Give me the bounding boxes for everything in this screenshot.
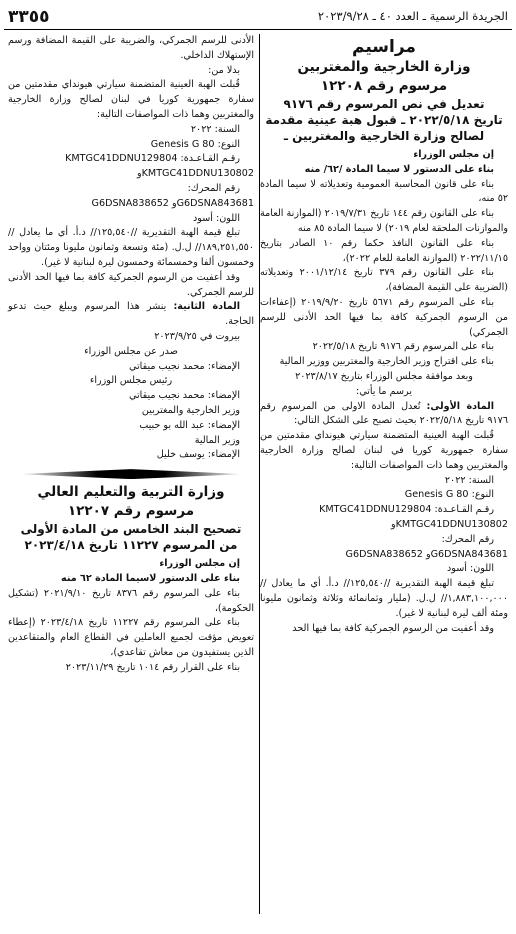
preamble-paragraph: بناء على المرسوم رقم ١١٢٢٧ تاريخ ٢٠٢٣/٤/١٨ (إعطاء تعويض مؤقت لجميع العاملين في القطاع العام والمتقاعدين الذين يستفيدون من معاش تقاعدي)،	[8, 617, 254, 658]
value-paragraph: تبلغ قيمة الهبة التقديرية //١٢٥,٥٤٠// د.أ. أي ما يعادل //١,٨٨٣,١٠٠,٠٠٠// ل.ل. (مليار وثمانمائة وثلاثة وثمانون مليونا ومئة ألف ليرة لبنانية لا غير).	[260, 578, 508, 619]
article-one	[260, 400, 508, 430]
spec-color: اللون: أسود	[193, 212, 240, 224]
spec-engine-value: G6DSNA843681و G6DSNA838652	[91, 197, 254, 209]
article-text: تُعدل المادة الاولى من المرسوم رقم ٩١٧٦ تاريخ ٢٠٢٢/٥/١٨ بحيث تصبح على الشكل التالي:	[260, 400, 508, 427]
continued-paragraph: الأدنى للرسم الجمركي، والضريبة على القيمة المضافة ورسم الإستهلاك الداخلي.	[8, 35, 254, 61]
approval-line: وبعد موافقة مجلس الوزراء بتاريخ ٢٠٢٣/٨/١٧	[295, 370, 473, 382]
spec-engine-label: رقم المحرك:	[441, 533, 494, 545]
ministry-title: وزارة التربية والتعليم العالي	[37, 484, 225, 501]
decree-number: مرسوم رقم ١٢٢٠٨	[320, 78, 448, 94]
spec-value: Genesis G 80	[150, 138, 215, 150]
decree-title-line: تعديل في نص المرسوم رقم ٩١٧٦	[283, 97, 485, 111]
spec-engine-label: رقم المحرك:	[187, 182, 240, 194]
article-label: المادة الأولى:	[426, 400, 494, 412]
spec-value: KMTGC41DDNU129804	[65, 153, 178, 165]
spec-base	[260, 503, 508, 518]
donation-paragraph: قُبلت الهبة العينية المتضمنة سيارتي هيونداي مقدمتين من سفارة جمهورية كوريا في لبنان لصالح وزارة الخارجية والمغتربين وهما ذات المواصفات التالية:	[8, 79, 254, 120]
signature-line: الإمضاء: محمد نجيب ميقاتي	[129, 360, 240, 372]
spec-year: السنة: ٢٠٢٢	[444, 474, 494, 486]
decree-title-line: تصحيح البند الخامس من المادة الأولى	[20, 522, 242, 537]
left-column	[8, 34, 254, 675]
spec-label: رقـم القـاعـدة:	[434, 504, 494, 516]
value-paragraph: تبلغ قيمة الهبة التقديرية //١٢٥,٥٤٠// د.أ. أي ما يعادل //١٨٩,٢٥١,٥٥٠// ل.ل. (مئة وتسعة وثمانون مليونا ومئتان وواحد وخمسون ألفا وخمسمائة وخمسون ليرة لبنانية لا غير).	[8, 227, 254, 268]
spec-label: رقـم القـاعـدة:	[180, 153, 240, 165]
page-header	[6, 6, 510, 30]
section-title: مراسيم	[352, 37, 416, 57]
exemption-paragraph: وقد أعفيت من الرسوم الجمركية كافة بما فيها الحد	[292, 622, 494, 634]
signature-line: الإمضاء: محمد نجيب ميقاتي	[129, 390, 240, 402]
decrees-line: يرسم ما يأتي:	[355, 385, 413, 397]
title-line: رئيس مجلس الوزراء	[89, 375, 173, 387]
spec-label: النوع:	[471, 489, 494, 501]
donation-paragraph: قُبلت الهبة العينية المتضمنة سيارتي هيونداي مقدمتين من سفارة جمهورية كوريا في لبنان لصالح وزارة الخارجية والمغتربين وهما ذات المواصفات التالية:	[260, 430, 508, 471]
title-line: وزير المالية	[194, 434, 240, 446]
exemption-paragraph: وقد أعفيت من الرسوم الجمركية كافة بما فيها الحد الأدنى للرسم الجمركي.	[8, 271, 254, 298]
article-label: المادة الثانية:	[173, 301, 240, 313]
preamble-paragraph: بناء على المرسوم رقم ٨٣٧٦ تاريخ ٢٠٢١/٩/١٠ (تشكيل الحكومة)،	[8, 587, 254, 614]
preamble-paragraph: بناء على القرار رقم ١٠١٤ تاريخ ٢٠٢٣/١١/٢٩	[65, 661, 240, 673]
constitution-clause: بناء على الدستور لا سيما المادة /٦٢/ منه	[304, 163, 494, 175]
ministry-title: وزارة الخارجية والمغتربين	[297, 59, 471, 75]
article-text: ينشر هذا المرسوم ويبلغ حيث تدعو الحاجة.	[8, 301, 254, 328]
instead-line: بدلا من:	[208, 64, 240, 76]
decree-number: مرسوم رقم ١٢٢٠٧	[67, 503, 195, 520]
decree-title-line: تاريخ ٢٠٢٢/٥/١٨ ـ قبول هبة عينية مقدمة	[265, 113, 503, 127]
decree-title-line: من المرسوم ١١٢٢٧ تاريخ ٢٠٢٣/٤/١٨	[24, 538, 238, 553]
council-heading: إن مجلس الوزراء	[413, 149, 494, 160]
preamble-paragraph: بناء على القانون رقم ٣٧٩ تاريخ ٢٠٠١/١٢/١٤ وتعديلاته (الضريبة على القيمة المضافة)،	[260, 267, 508, 294]
spec-label: النوع:	[217, 138, 240, 150]
signature-line: الإمضاء: يوسف خليل	[156, 449, 240, 461]
spec-type	[8, 138, 254, 153]
spec-base-cont: KMTGC41DDNU130802و	[136, 168, 254, 180]
spec-value: Genesis G 80	[404, 489, 469, 501]
place-date: بيروت في ٢٠٢٣/٩/٢٥	[154, 330, 240, 342]
preamble-paragraph: بناء على قانون المحاسبة العمومية وتعديلاته لا سيما المادة ٥٢ منه،	[260, 178, 508, 205]
spec-value: KMTGC41DDNU129804	[319, 504, 432, 516]
right-column	[260, 34, 508, 636]
spec-year: السنة: ٢٠٢٢	[190, 123, 240, 135]
preamble-paragraph: بناء على المرسوم رقم ٩١٧٦ تاريخ ٢٠٢٢/٥/١٨	[312, 341, 494, 353]
title-line: وزير الخارجية والمغتربين	[141, 404, 240, 416]
journal-issue: الجريدة الرسمية ـ العدد ٤٠ ـ ٢٠٢٣/٩/٢٨	[317, 9, 508, 23]
article-two	[8, 300, 254, 330]
section-separator	[18, 469, 244, 479]
header-rule	[4, 29, 512, 30]
signature-line: الإمضاء: عبد الله بو حبيب	[139, 419, 240, 431]
spec-base-cont: KMTGC41DDNU130802و	[390, 518, 508, 530]
decree-title-line: لصالح وزارة الخارجية والمغتربين ـ	[283, 129, 485, 143]
spec-color: اللون: أسود	[447, 563, 494, 575]
preamble-paragraph: بناء على القانون رقم ١٤٤ تاريخ ٢٠١٩/٧/٣١ (الموازنة العامة والموازنات الملحقة لعام ٢٠١٩) لا سيما المادة ٨٥ منه	[260, 208, 508, 234]
council-heading: إن مجلس الوزراء	[159, 558, 240, 570]
spec-base	[8, 152, 254, 167]
spec-type	[260, 488, 508, 503]
preamble-paragraph: بناء على المرسوم رقم ٥٦٧١ تاريخ ٢٠١٩/٩/٢٠ (إعفاءات من الرسوم الجمركية كافة بما فيها الحد الأدنى للرسم الجمركي)	[260, 296, 508, 338]
issued-line: صدر عن مجلس الوزراء	[84, 345, 178, 357]
preamble-paragraph: بناء على القانون النافذ حكما رقم ١٠ الصادر بتاريخ ٢٠٢٢/١١/١٥ (الموازنة العامة للعام ٢٠٢٢)،	[260, 237, 508, 264]
constitution-clause: بناء على الدستور لاسيما المادة ٦٢ منه	[61, 572, 240, 584]
preamble-paragraph: بناء على اقتراح وزير الخارجية والمغتربين ووزير المالية	[279, 356, 494, 368]
spec-engine-value: G6DSNA843681و G6DSNA838652	[345, 548, 508, 560]
page-number: ٣٣٥٥	[8, 7, 50, 27]
